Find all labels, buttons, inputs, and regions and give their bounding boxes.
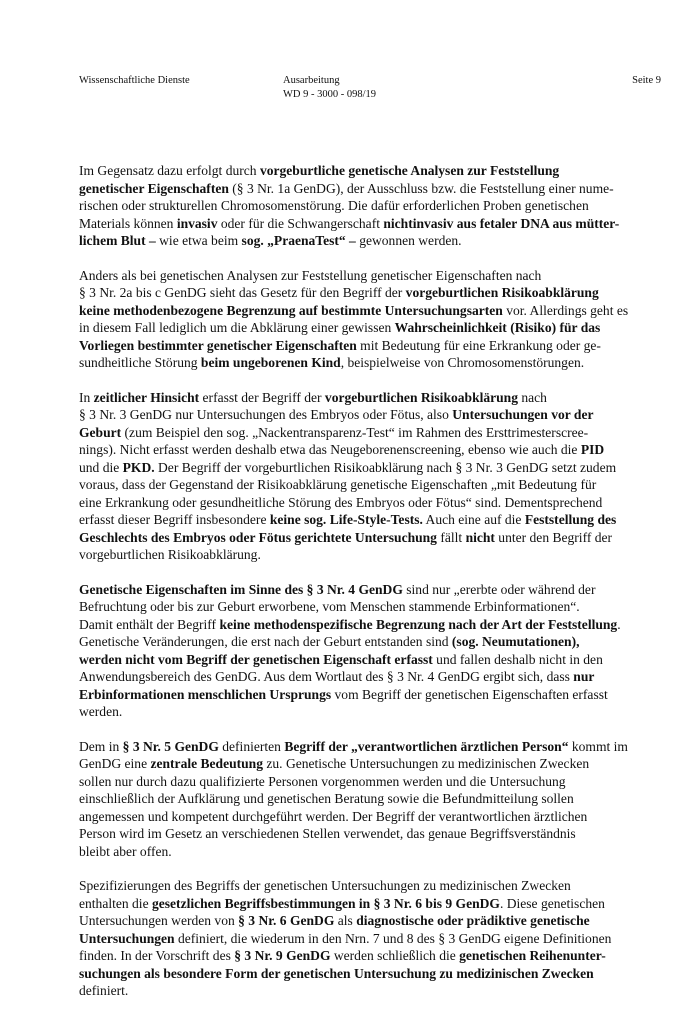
text-line [79, 406, 661, 424]
bold-text-run: werden nicht vom Begriff der genetischen Eigenschaft erfasst [79, 651, 433, 667]
bold-text-run: Untersuchungen vor der [452, 407, 594, 422]
text-run: nach [518, 389, 547, 405]
bold-text-run: vorgeburtliche genetische Analysen zur Feststellung [259, 163, 560, 178]
text-run: sollen nur durch dazu qualifizierte Personen vorgenommen werden und die Untersuchung [79, 773, 566, 789]
text-run: Der Begriff der vorgeburtlichen Risikoabklärung nach § 3 Nr. 3 GenDG setzt zudem [154, 459, 617, 475]
text-run: als [334, 913, 357, 928]
text-run: Untersuchungen werden von [79, 913, 239, 928]
text-run: bleibt aber offen. [79, 843, 172, 859]
text-line [79, 302, 661, 320]
text-line [79, 459, 661, 477]
text-line [79, 616, 661, 634]
bold-text-run: vorgeburtlichen Risikoabklärung [324, 389, 518, 405]
text-line [79, 633, 661, 651]
text-run: erfasst dieser Begriff insbesondere [79, 512, 270, 527]
bold-text-run: lichem Blut – [79, 233, 156, 248]
bold-text-run: nichtinvasiv aus fetaler DNA aus mütter- [383, 215, 620, 231]
text-run: Person wird im Gesetz an verschiedenen Stellen verwendet, das genaue Begriffsverständnis [79, 826, 576, 841]
bold-text-run: nicht [465, 529, 495, 545]
text-run: werden schließlich die [330, 948, 460, 963]
text-line [79, 930, 661, 948]
bold-text-run: keine sog. Life-Style-Tests. [269, 512, 423, 527]
bold-text-run: keine methodenbezogene Begrenzung auf bestimmte Untersuchungsarten [79, 302, 503, 318]
bold-text-run: Feststellung des [524, 512, 617, 527]
header-document-info [283, 74, 376, 102]
text-run: unter den Begriff der [494, 529, 613, 545]
text-run: mit Bedeutung für eine Erkrankung oder ge- [356, 337, 601, 353]
text-run: Auch eine auf die [422, 512, 525, 527]
text-line [79, 703, 661, 721]
text-run: vom Begriff der genetischen Eigenschaften erfasst [331, 686, 608, 702]
text-line [79, 197, 661, 215]
paragraph [79, 877, 661, 1000]
text-run: werden. [79, 704, 123, 719]
bold-text-run: Erbinformationen menschlichen Ursprungs [79, 686, 332, 702]
bold-text-run: diagnostische oder prädiktive genetische [356, 913, 590, 928]
text-line [79, 424, 661, 442]
bold-text-run: Untersuchungen [79, 930, 175, 946]
bold-text-run: keine methodenspezifische Begrenzung nach der Art der Feststellung [219, 616, 618, 632]
bold-text-run: Geschlechts des Embryos oder Fötus gerichtete Untersuchung [79, 529, 437, 545]
text-line [79, 668, 661, 686]
text-run: Befruchtung oder bis zur Geburt erworbene, vom Menschen stammende Erbinformationen“. [79, 599, 580, 614]
text-run: enthalten die [79, 895, 152, 911]
text-run: (zum Beispiel den sog. „Nackentransparenz-Test“ im Rahmen des Ersttrimesterscree- [121, 424, 589, 440]
header-document-id: WD 9 - 3000 - 098/19 [283, 89, 377, 100]
bold-text-run: Geburt [79, 424, 122, 440]
text-run: Dem in [79, 738, 123, 754]
text-run: definiert, die wiederum in den Nrn. 7 und 8 des § 3 GenDG eigene Definitionen [174, 930, 612, 946]
text-line [79, 284, 661, 302]
text-run: finden. In der Vorschrift des [79, 948, 235, 963]
text-run: Anders als bei genetischen Analysen zur Feststellung genetischer Eigenschaften nach [79, 267, 542, 283]
bold-text-run: nur [573, 669, 595, 684]
text-run: Im Gegensatz dazu erfolgt durch [79, 163, 260, 178]
paragraph [79, 162, 661, 250]
text-run: rischen oder strukturellen Chromosomenstörung. Die dafür erforderlichen Proben genetischen [79, 198, 589, 213]
header-organization: Wissenschaftliche Dienste [79, 75, 190, 86]
text-line [79, 947, 661, 965]
text-line [79, 895, 661, 913]
text-line [79, 877, 661, 895]
text-line [79, 494, 661, 512]
text-line [79, 529, 661, 547]
text-line [79, 389, 661, 407]
text-run: . [617, 616, 621, 632]
text-run: voraus, dass der Gegenstand der Risikoabklärung genetische Eigenschaften „mit Bedeutung für [79, 477, 597, 492]
text-line [79, 476, 661, 494]
bold-text-run: genetischen Reihenunter- [459, 948, 606, 963]
bold-text-run: Vorliegen bestimmter genetischer Eigenschaften [79, 337, 357, 353]
text-run: gewonnen werden. [355, 233, 462, 248]
text-run: sundheitliche Störung [79, 355, 201, 370]
text-run: kommt im [568, 738, 628, 754]
text-line [79, 843, 661, 861]
paragraph [79, 267, 661, 372]
bold-text-run: zeitlicher Hinsicht [93, 389, 200, 405]
text-run: zu. Genetische Untersuchungen zu medizinischen Zwecken [263, 756, 590, 771]
text-run: angemessen und kompetent durchgeführt werden. Der Begriff der verantwortlichen ärztlichen [79, 808, 588, 824]
page-header [79, 74, 661, 104]
text-line [79, 162, 661, 180]
text-run: eine Erkrankung oder gesundheitliche Störung des Embryos oder Fötus“ sind. Dementsprechend [79, 494, 603, 510]
bold-text-run: Begriff der „verantwortlichen ärztlichen Person“ [284, 738, 569, 754]
bold-text-run: (sog. Neumutationen), [451, 634, 580, 649]
bold-text-run: zentrale Bedeutung [150, 756, 263, 771]
text-run: wie etwa beim [155, 233, 242, 248]
bold-text-run: vorgeburtlichen Risikoabklärung [405, 285, 599, 300]
bold-text-run: invasiv [176, 215, 218, 231]
paragraph [79, 738, 661, 861]
text-line [79, 598, 661, 616]
text-line [79, 267, 661, 285]
text-line [79, 546, 661, 564]
bold-text-run: PKD. [122, 459, 155, 475]
text-run: . Diese genetischen [499, 895, 605, 911]
bold-text-run: § 3 Nr. 9 GenDG [234, 948, 331, 963]
bold-text-run: § 3 Nr. 6 GenDG [238, 913, 335, 928]
text-run: vor. Allerdings geht es [502, 302, 629, 318]
text-line [79, 982, 661, 1000]
paragraph [79, 389, 661, 564]
bold-text-run: PID [580, 442, 605, 457]
bold-text-run: genetischer Eigenschaften [79, 180, 229, 196]
text-line [79, 755, 661, 773]
text-run: definierten [218, 738, 285, 754]
text-run: und die [79, 459, 123, 475]
text-line [79, 686, 661, 704]
text-run: Spezifizierungen des Begriffs der genetischen Untersuchungen zu medizinischen Zwecken [79, 878, 571, 893]
text-line [79, 215, 661, 233]
text-run: fällt [436, 529, 466, 545]
text-line [79, 180, 661, 198]
text-line [79, 808, 661, 826]
bold-text-run: sog. „PraenaTest“ – [241, 233, 356, 248]
bold-text-run: § 3 Nr. 5 GenDG [122, 738, 219, 754]
text-run: § 3 Nr. 2a bis c GenDG sieht das Gesetz für den Begriff der [79, 285, 406, 300]
text-run: GenDG eine [79, 756, 151, 771]
bold-text-run: beim ungeborenen Kind [200, 355, 341, 370]
text-run: Damit enthält der Begriff [79, 616, 220, 632]
text-line [79, 965, 661, 983]
text-line [79, 319, 661, 337]
bold-text-run: Genetische Eigenschaften im Sinne des § 3 Nr. 4 GenDG [79, 581, 403, 597]
text-line [79, 354, 661, 372]
text-run: sind nur „ererbte oder während der [402, 581, 596, 597]
text-run: Genetische Veränderungen, die erst nach der Geburt entstanden sind [79, 634, 452, 649]
header-page-number: Seite 9 [632, 75, 661, 86]
text-line [79, 337, 661, 355]
text-run: einschließlich der Aufklärung und genetischen Beratung sowie die Befundmitteilung sollen [79, 791, 574, 806]
text-run: vorgeburtlichen Risikoabklärung. [79, 547, 261, 562]
text-run: erfasst der Begriff der [199, 389, 325, 405]
text-line [79, 232, 661, 250]
text-line [79, 511, 661, 529]
text-run: § 3 Nr. 3 GenDG nur Untersuchungen des Embryos oder Fötus, also [79, 407, 453, 422]
text-run: Anwendungsbereich des GenDG. Aus dem Wortlaut des § 3 Nr. 4 GenDG ergibt sich, dass [79, 669, 574, 684]
text-line [79, 912, 661, 930]
text-line [79, 825, 661, 843]
text-run: definiert. [79, 983, 129, 998]
header-document-type: Ausarbeitung [283, 75, 340, 86]
text-line [79, 581, 661, 599]
text-run: (§ 3 Nr. 1a GenDG), der Ausschluss bzw. die Feststellung einer nume- [228, 180, 614, 196]
bold-text-run: Wahrscheinlichkeit (Risiko) für das [394, 320, 601, 335]
bold-text-run: gesetzlichen Begriffsbestimmungen in § 3 Nr. 6 bis 9 GenDG [151, 895, 500, 911]
text-line [79, 773, 661, 791]
text-run: nings). Nicht erfasst werden deshalb etwa das Neugeborenenscreening, ebenso wie auch die [79, 442, 581, 457]
text-line [79, 790, 661, 808]
text-run: Materials können [79, 215, 177, 231]
text-line [79, 738, 661, 756]
text-line [79, 441, 661, 459]
text-run: in diesem Fall lediglich um die Abklärung einer gewissen [79, 320, 395, 335]
document-body [79, 162, 661, 1017]
text-run: und fallen deshalb nicht in den [432, 651, 603, 667]
bold-text-run: suchungen als besondere Form der genetischen Untersuchung zu medizinischen Zwecken [79, 965, 594, 981]
text-run: In [79, 389, 94, 405]
text-run: oder für die Schwangerschaft [217, 215, 384, 231]
text-run: , beispielweise von Chromosomenstörungen. [340, 355, 585, 370]
text-line [79, 651, 661, 669]
paragraph [79, 581, 661, 721]
